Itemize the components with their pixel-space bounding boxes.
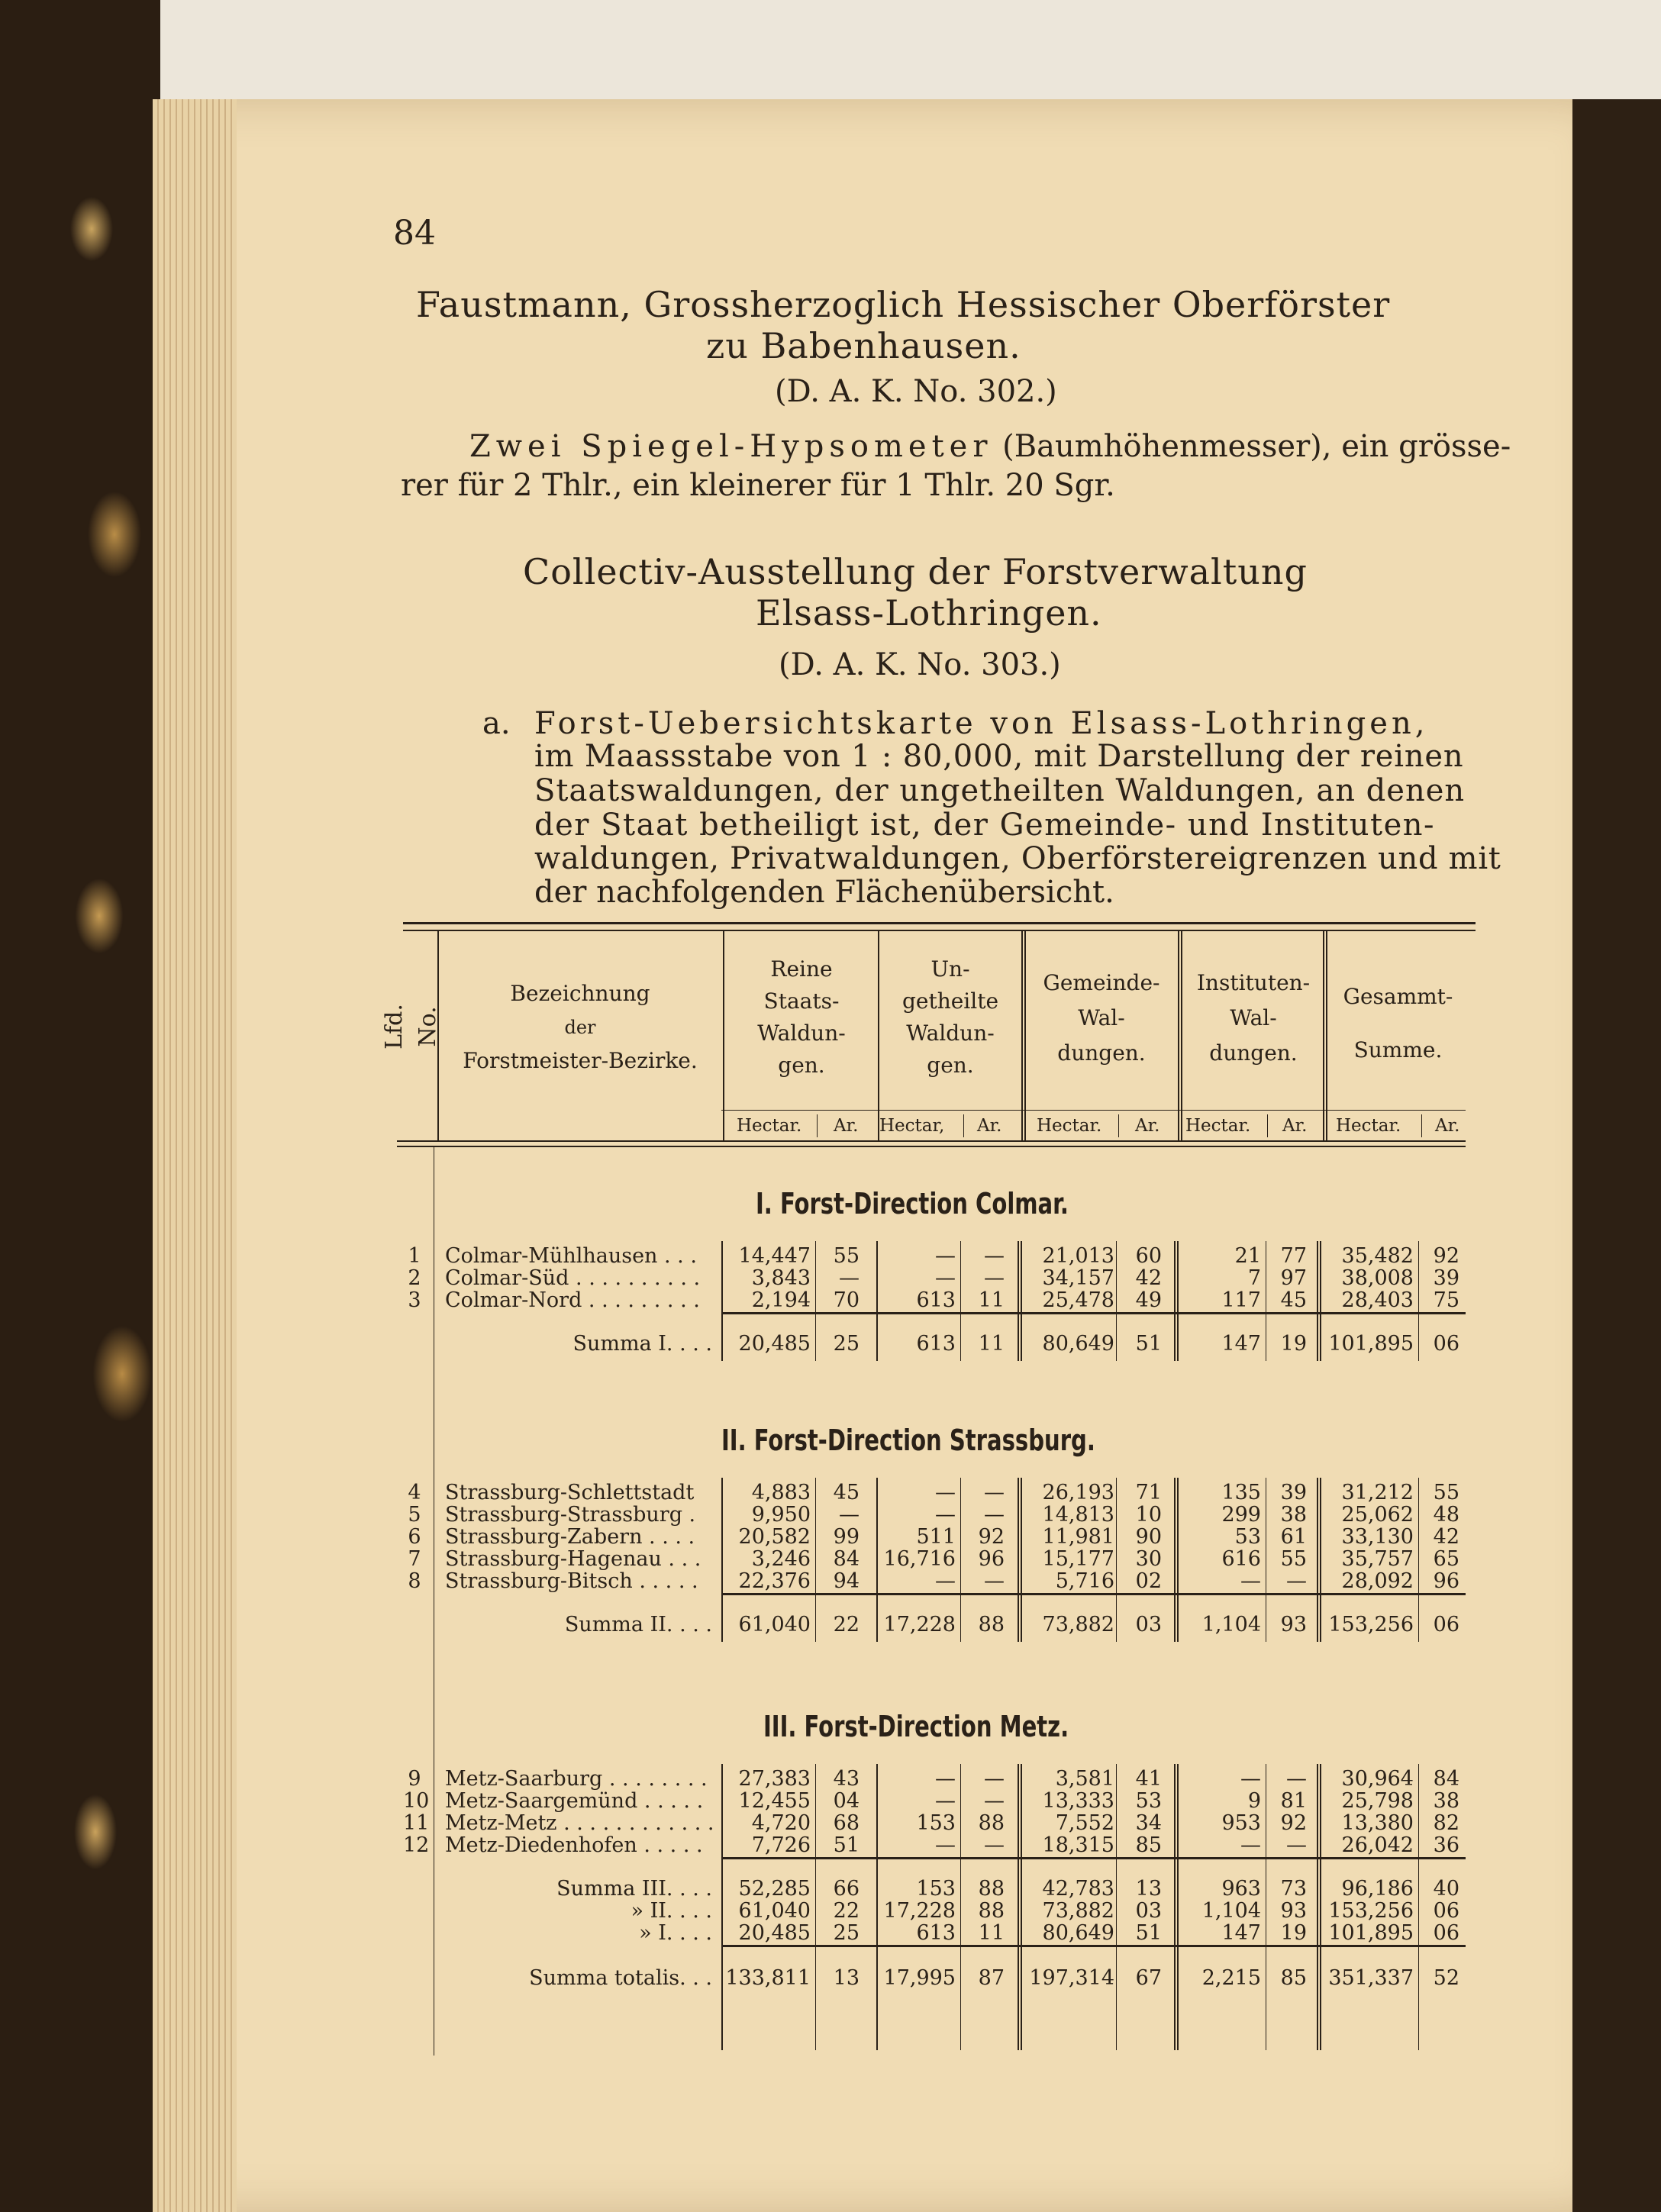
row-bezirk-name: Colmar-Nord . . . . . . . . .	[445, 1288, 700, 1312]
row-bezirk-name: Strassburg-Strassburg .	[445, 1503, 696, 1527]
summa-row-gesammt-ar: 40	[1433, 1877, 1459, 1901]
summa-totalis-label: Summa totalis. . .	[529, 1966, 712, 1990]
row-number: 1	[408, 1244, 421, 1268]
section-title: II. Forst-Direction Strassburg.	[721, 1424, 1095, 1457]
unit-hectar: Hectar,	[879, 1116, 945, 1136]
entry2-catalog: (D. A. K. No. 303.)	[779, 647, 1061, 682]
recap-row-reine-hectar: 61,040	[738, 1899, 811, 1923]
summa-row-reine-ar: 25	[833, 1332, 860, 1356]
table-row-gemeinde-ar: 02	[1135, 1569, 1162, 1593]
page-number: 84	[393, 214, 436, 253]
summa-totalis-row-gesammt-hectar: 351,337	[1328, 1966, 1414, 1990]
table-row-instituten-hectar: 135	[1221, 1481, 1261, 1504]
summa-row-gesammt-hectar: 101,895	[1328, 1332, 1414, 1356]
summa-totalis-row-ungetheilte-hectar: 17,995	[883, 1966, 956, 1990]
unit-hectar: Hectar.	[1336, 1116, 1401, 1136]
summa-totalis-row-gemeinde-hectar: 197,314	[1029, 1966, 1114, 1990]
row-number: 5	[408, 1503, 421, 1527]
table-row-gemeinde-hectar: 25,478	[1042, 1288, 1114, 1312]
table-row-instituten-hectar: 9	[1247, 1789, 1261, 1813]
table-row-gemeinde-ar: 34	[1135, 1811, 1162, 1835]
recap-row-instituten-hectar: 1,104	[1201, 1899, 1261, 1923]
summa-row-reine-ar: 22	[833, 1613, 860, 1636]
recap-row-reine-ar: 25	[833, 1921, 860, 1945]
summa-row-gemeinde-ar: 51	[1135, 1332, 1162, 1356]
scan-background	[0, 0, 1661, 99]
header-gemeinde: Gemeinde-	[1043, 970, 1160, 995]
table-row-gesammt-ar: 92	[1433, 1244, 1459, 1268]
table-row-gesammt-hectar: 35,482	[1341, 1244, 1414, 1268]
entry2-item-line: Staatswaldungen, der ungetheilten Waldungen, an denen	[534, 773, 1466, 808]
table-row-reine-ar: 45	[833, 1481, 860, 1504]
table-row-gesammt-ar: 82	[1433, 1811, 1459, 1835]
recap-label: » II. . . .	[631, 1899, 712, 1923]
table-row-gesammt-hectar: 35,757	[1341, 1547, 1414, 1571]
summa-totalis-row-reine-hectar: 133,811	[725, 1966, 811, 1990]
table-row-reine-hectar: 3,843	[751, 1266, 811, 1290]
summa-row-ungetheilte-ar: 88	[978, 1613, 1005, 1636]
table-row-ungetheilte-ar: —	[984, 1503, 1005, 1527]
table-row-reine-hectar: 27,383	[738, 1767, 811, 1791]
table-row-instituten-ar: 61	[1280, 1525, 1307, 1549]
unit-ar: Ar.	[1282, 1116, 1308, 1136]
unit-hectar: Hectar.	[1185, 1116, 1251, 1136]
table-row-instituten-hectar: 953	[1221, 1811, 1261, 1835]
row-number: 11	[403, 1811, 430, 1835]
row-bezirk-name: Colmar-Süd . . . . . . . . . .	[445, 1266, 701, 1290]
summa-row-gemeinde-hectar: 73,882	[1042, 1613, 1114, 1636]
table-row-ungetheilte-hectar: 511	[916, 1525, 956, 1549]
table-row-gemeinde-ar: 53	[1135, 1789, 1162, 1813]
header-forstmeister: Forstmeister-Bezirke.	[463, 1048, 698, 1073]
summa-row-instituten-hectar: 963	[1221, 1877, 1261, 1901]
table-row-gemeinde-ar: 10	[1135, 1503, 1162, 1527]
summa-row-gesammt-ar: 06	[1433, 1332, 1459, 1356]
table-row-gesammt-ar: 39	[1433, 1266, 1459, 1290]
entry2-item-line: Forst-Uebersichtskarte von Elsass-Lothringen,	[534, 706, 1429, 741]
summa-totalis-row-gemeinde-ar: 67	[1135, 1966, 1162, 1990]
entry1-title-line2: zu Babenhausen.	[706, 325, 1021, 366]
table-row-instituten-hectar: 299	[1221, 1503, 1261, 1527]
entry2-item-marker: a.	[482, 706, 511, 741]
table-row-gemeinde-hectar: 5,716	[1055, 1569, 1114, 1593]
table-row-reine-hectar: 9,950	[751, 1503, 811, 1527]
header-gesammt: Summe.	[1353, 1037, 1443, 1062]
table-row-gemeinde-ar: 60	[1135, 1244, 1162, 1268]
table-row-instituten-hectar: 117	[1221, 1288, 1261, 1312]
table-row-instituten-hectar: 7	[1247, 1266, 1261, 1290]
table-row-gesammt-hectar: 26,042	[1341, 1833, 1414, 1857]
table-row-ungetheilte-hectar: —	[935, 1569, 956, 1593]
summa-row-ungetheilte-hectar: 153	[916, 1877, 956, 1901]
summa-row-reine-hectar: 52,285	[738, 1877, 811, 1901]
table-row-gemeinde-hectar: 18,315	[1042, 1833, 1114, 1857]
row-number: 8	[408, 1569, 421, 1593]
table-row-instituten-hectar: 21	[1234, 1244, 1261, 1268]
header-gemeinde: dungen.	[1057, 1040, 1146, 1066]
table-row-gemeinde-hectar: 34,157	[1042, 1266, 1114, 1290]
table-row-reine-ar: —	[839, 1503, 860, 1527]
summa-totalis-row-instituten-ar: 85	[1280, 1966, 1307, 1990]
summa-row-gemeinde-hectar: 42,783	[1042, 1877, 1114, 1901]
header-reine: gen.	[778, 1053, 825, 1078]
table-row-gesammt-ar: 65	[1433, 1547, 1459, 1571]
table-row-reine-ar: 51	[833, 1833, 860, 1857]
table-row-reine-hectar: 12,455	[738, 1789, 811, 1813]
table-row-instituten-ar: —	[1286, 1833, 1307, 1857]
table-row-instituten-ar: 97	[1280, 1266, 1307, 1290]
unit-ar: Ar.	[977, 1116, 1002, 1136]
row-number: 2	[408, 1266, 421, 1290]
recap-row-gemeinde-hectar: 80,649	[1042, 1921, 1114, 1945]
header-ungetheilte: getheilte	[901, 988, 999, 1014]
table-row-ungetheilte-hectar: —	[935, 1833, 956, 1857]
entry2-item-line: der nachfolgenden Flächenübersicht.	[534, 875, 1114, 910]
summa-row-ungetheilte-ar: 88	[978, 1877, 1005, 1901]
table-row-instituten-ar: 38	[1280, 1503, 1307, 1527]
row-bezirk-name: Strassburg-Hagenau . . .	[445, 1547, 701, 1571]
table-row-ungetheilte-hectar: —	[935, 1503, 956, 1527]
entry2-title-line1: Collectiv-Ausstellung der Forstverwaltung	[523, 551, 1308, 592]
recap-row-ungetheilte-ar: 88	[978, 1899, 1005, 1923]
table-row-gesammt-hectar: 25,062	[1341, 1503, 1414, 1527]
table-row-reine-ar: 99	[833, 1525, 860, 1549]
table-row-ungetheilte-ar: —	[984, 1244, 1005, 1268]
table-row-gemeinde-ar: 90	[1135, 1525, 1162, 1549]
row-number: 7	[408, 1547, 421, 1571]
table-row-gemeinde-hectar: 21,013	[1042, 1244, 1114, 1268]
table-row-instituten-ar: 39	[1280, 1481, 1307, 1504]
recap-row-gesammt-ar: 06	[1433, 1899, 1459, 1923]
summa-row-gesammt-hectar: 153,256	[1328, 1613, 1414, 1636]
unit-ar: Ar.	[1435, 1116, 1460, 1136]
table-row-reine-ar: 84	[833, 1547, 860, 1571]
table-row-ungetheilte-ar: —	[984, 1833, 1005, 1857]
unit-ar: Ar.	[834, 1116, 859, 1136]
header-lfd-no: Lfd. No.	[381, 1004, 441, 1050]
recap-row-gesammt-ar: 06	[1433, 1921, 1459, 1945]
header-ungetheilte: Waldun-	[906, 1021, 995, 1046]
entry2-title-line2: Elsass-Lothringen.	[756, 592, 1102, 634]
table-row-gesammt-ar: 55	[1433, 1481, 1459, 1504]
table-row-gesammt-ar: 42	[1433, 1525, 1459, 1549]
row-number: 9	[408, 1767, 421, 1791]
table-row-reine-ar: 70	[833, 1288, 860, 1312]
summa-row-gemeinde-hectar: 80,649	[1042, 1332, 1114, 1356]
summa-label: Summa I. . . .	[572, 1332, 712, 1356]
recap-row-ungetheilte-hectar: 613	[916, 1921, 956, 1945]
table-row-gemeinde-ar: 42	[1135, 1266, 1162, 1290]
summa-row-gemeinde-ar: 13	[1135, 1877, 1162, 1901]
table-row-gemeinde-hectar: 26,193	[1042, 1481, 1114, 1504]
table-row-gemeinde-ar: 49	[1135, 1288, 1162, 1312]
summa-row-reine-hectar: 61,040	[738, 1613, 811, 1636]
summa-row-instituten-hectar: 1,104	[1201, 1613, 1261, 1636]
table-row-gemeinde-hectar: 13,333	[1042, 1789, 1114, 1813]
row-number: 4	[408, 1481, 421, 1504]
entry2-item-line: im Maassstabe von 1 : 80,000, mit Darstellung der reinen	[534, 739, 1464, 774]
table-row-ungetheilte-ar: —	[984, 1767, 1005, 1791]
summa-row-instituten-hectar: 147	[1221, 1332, 1261, 1356]
table-row-ungetheilte-hectar: —	[935, 1789, 956, 1813]
table-row-ungetheilte-hectar: —	[935, 1767, 956, 1791]
recap-row-reine-hectar: 20,485	[738, 1921, 811, 1945]
table-row-reine-ar: 43	[833, 1767, 860, 1791]
summa-row-instituten-ar: 73	[1280, 1877, 1307, 1901]
table-row-ungetheilte-ar: —	[984, 1789, 1005, 1813]
summa-totalis-row-gesammt-ar: 52	[1433, 1966, 1459, 1990]
table-row-reine-ar: 55	[833, 1244, 860, 1268]
table-row-ungetheilte-ar: 92	[978, 1525, 1005, 1549]
summa-totalis-row-reine-ar: 13	[833, 1966, 860, 1990]
table-row-gemeinde-hectar: 3,581	[1055, 1767, 1114, 1791]
page-edges	[153, 99, 237, 2212]
table-row-gemeinde-ar: 41	[1135, 1767, 1162, 1791]
row-bezirk-name: Metz-Saarburg . . . . . . . .	[445, 1767, 708, 1791]
row-bezirk-name: Colmar-Mühlhausen . . .	[445, 1244, 697, 1268]
header-instituten: Wal-	[1230, 1005, 1277, 1030]
row-bezirk-name: Strassburg-Zabern . . . .	[445, 1525, 695, 1549]
recap-row-gemeinde-hectar: 73,882	[1042, 1899, 1114, 1923]
table-row-gesammt-ar: 38	[1433, 1789, 1459, 1813]
header-ungetheilte: Un-	[930, 956, 970, 982]
summa-label: Summa III. . . .	[556, 1877, 712, 1901]
table-row-gemeinde-ar: 30	[1135, 1547, 1162, 1571]
table-row-reine-ar: 94	[833, 1569, 860, 1593]
unit-hectar: Hectar.	[1037, 1116, 1102, 1136]
row-number: 10	[403, 1789, 430, 1813]
table-row-instituten-ar: —	[1286, 1569, 1307, 1593]
table-row-gesammt-hectar: 25,798	[1341, 1789, 1414, 1813]
recap-row-gesammt-hectar: 153,256	[1328, 1899, 1414, 1923]
table-row-reine-hectar: 2,194	[751, 1288, 811, 1312]
table-row-instituten-hectar: —	[1240, 1569, 1261, 1593]
entry1-catalog: (D. A. K. No. 302.)	[775, 374, 1057, 409]
table-row-gesammt-ar: 96	[1433, 1569, 1459, 1593]
recap-row-gemeinde-ar: 03	[1135, 1899, 1162, 1923]
table-row-reine-ar: —	[839, 1266, 860, 1290]
table-row-gesammt-hectar: 30,964	[1341, 1767, 1414, 1791]
table-row-gesammt-hectar: 33,130	[1341, 1525, 1414, 1549]
summa-row-instituten-ar: 19	[1280, 1332, 1307, 1356]
table-row-instituten-hectar: 616	[1221, 1547, 1261, 1571]
table-row-ungetheilte-hectar: 613	[916, 1288, 956, 1312]
entry2-item-line: waldungen, Privatwaldungen, Oberförstereigrenzen und mit	[534, 841, 1501, 876]
table-row-ungetheilte-ar: —	[984, 1481, 1005, 1504]
facing-page-edge	[1572, 99, 1661, 2212]
table-row-instituten-ar: —	[1286, 1767, 1307, 1791]
header-bezeichnung: Bezeichnung	[510, 981, 650, 1006]
table-row-ungetheilte-ar: —	[984, 1569, 1005, 1593]
recap-row-instituten-ar: 19	[1280, 1921, 1307, 1945]
table-row-instituten-ar: 92	[1280, 1811, 1307, 1835]
summa-totalis-row-ungetheilte-ar: 87	[978, 1966, 1005, 1990]
row-bezirk-name: Strassburg-Schlettstadt	[445, 1481, 695, 1504]
summa-row-ungetheilte-hectar: 613	[916, 1332, 956, 1356]
summa-label: Summa II. . . .	[564, 1613, 712, 1636]
table-row-gemeinde-hectar: 11,981	[1042, 1525, 1114, 1549]
header-gemeinde: Wal-	[1078, 1005, 1125, 1030]
header-der: der	[564, 1017, 596, 1038]
table-row-ungetheilte-hectar: —	[935, 1266, 956, 1290]
recap-label: » I. . . .	[639, 1921, 712, 1945]
summa-row-reine-hectar: 20,485	[738, 1332, 811, 1356]
header-instituten: Instituten-	[1196, 970, 1311, 995]
recap-row-instituten-hectar: 147	[1221, 1921, 1261, 1945]
header-ungetheilte: gen.	[927, 1053, 974, 1078]
table-row-reine-hectar: 14,447	[738, 1244, 811, 1268]
row-bezirk-name: Metz-Saargemünd . . . . .	[445, 1789, 704, 1813]
unit-ar: Ar.	[1135, 1116, 1160, 1136]
unit-hectar: Hectar.	[737, 1116, 802, 1136]
header-gesammt: Gesammt-	[1343, 984, 1453, 1009]
table-row-reine-hectar: 7,726	[751, 1833, 811, 1857]
entry1-desc-rest: (Baumhöhenmesser), ein grösse-	[1002, 429, 1511, 464]
table-row-gemeinde-hectar: 15,177	[1042, 1547, 1114, 1571]
row-number: 6	[408, 1525, 421, 1549]
table-row-reine-hectar: 4,720	[751, 1811, 811, 1835]
table-row-gesammt-ar: 84	[1433, 1767, 1459, 1791]
table-row-instituten-hectar: —	[1240, 1767, 1261, 1791]
table-row-reine-hectar: 3,246	[751, 1547, 811, 1571]
recap-row-gesammt-hectar: 101,895	[1328, 1921, 1414, 1945]
row-bezirk-name: Metz-Metz . . . . . . . . . . . .	[445, 1811, 714, 1835]
recap-row-reine-ar: 22	[833, 1899, 860, 1923]
table-row-reine-ar: 04	[833, 1789, 860, 1813]
summa-row-instituten-ar: 93	[1280, 1613, 1307, 1636]
row-number: 3	[408, 1288, 421, 1312]
row-number: 12	[403, 1833, 430, 1857]
summa-row-gemeinde-ar: 03	[1135, 1613, 1162, 1636]
table-row-instituten-hectar: —	[1240, 1833, 1261, 1857]
table-row-instituten-ar: 55	[1280, 1547, 1307, 1571]
table-row-reine-hectar: 4,883	[751, 1481, 811, 1504]
table-row-gesammt-ar: 75	[1433, 1288, 1459, 1312]
table-row-gesammt-hectar: 38,008	[1341, 1266, 1414, 1290]
table-row-instituten-ar: 45	[1280, 1288, 1307, 1312]
row-bezirk-name: Strassburg-Bitsch . . . . .	[445, 1569, 698, 1593]
table-row-gemeinde-ar: 85	[1135, 1833, 1162, 1857]
table-row-ungetheilte-ar: —	[984, 1266, 1005, 1290]
recap-row-ungetheilte-ar: 11	[978, 1921, 1005, 1945]
table-row-gemeinde-hectar: 7,552	[1055, 1811, 1114, 1835]
section-title: I. Forst-Direction Colmar.	[756, 1187, 1069, 1220]
table-row-instituten-hectar: 53	[1234, 1525, 1261, 1549]
table-row-ungetheilte-ar: 96	[978, 1547, 1005, 1571]
entry1-title-line1: Faustmann, Grossherzoglich Hessischer Oberförster	[416, 284, 1391, 325]
entry2-item-line: der Staat betheiligt ist, der Gemeinde- und Instituten-	[534, 808, 1436, 843]
entry1-desc-line2: rer für 2 Thlr., ein kleinerer für 1 Thlr. 20 Sgr.	[401, 468, 1115, 503]
entry1-desc-spaced: Zwei Spiegel-Hypsometer	[469, 429, 993, 464]
table-row-gemeinde-ar: 71	[1135, 1481, 1162, 1504]
row-bezirk-name: Metz-Diedenhofen . . . . .	[445, 1833, 703, 1857]
table-row-gesammt-ar: 48	[1433, 1503, 1459, 1527]
table-row-ungetheilte-hectar: 16,716	[883, 1547, 956, 1571]
header-reine: Staats-	[763, 988, 840, 1014]
summa-row-ungetheilte-hectar: 17,228	[883, 1613, 956, 1636]
table-row-ungetheilte-hectar: —	[935, 1481, 956, 1504]
table-row-reine-hectar: 20,582	[738, 1525, 811, 1549]
recap-row-gemeinde-ar: 51	[1135, 1921, 1162, 1945]
table-row-ungetheilte-ar: 11	[978, 1288, 1005, 1312]
table-row-instituten-ar: 77	[1280, 1244, 1307, 1268]
table-row-gemeinde-hectar: 14,813	[1042, 1503, 1114, 1527]
table-row-reine-hectar: 22,376	[738, 1569, 811, 1593]
table-row-instituten-ar: 81	[1280, 1789, 1307, 1813]
header-instituten: dungen.	[1209, 1040, 1298, 1066]
table-row-gesammt-ar: 36	[1433, 1833, 1459, 1857]
table-row-reine-ar: 68	[833, 1811, 860, 1835]
table-row-gesammt-hectar: 13,380	[1341, 1811, 1414, 1835]
summa-row-ungetheilte-ar: 11	[978, 1332, 1005, 1356]
section-title: III. Forst-Direction Metz.	[763, 1710, 1069, 1743]
summa-totalis-row-instituten-hectar: 2,215	[1201, 1966, 1261, 1990]
table-row-ungetheilte-hectar: —	[935, 1244, 956, 1268]
summa-row-gesammt-hectar: 96,186	[1341, 1877, 1414, 1901]
marbled-cover	[0, 0, 160, 2212]
table-row-gesammt-hectar: 31,212	[1341, 1481, 1414, 1504]
summa-row-gesammt-ar: 06	[1433, 1613, 1459, 1636]
table-row-ungetheilte-ar: 88	[978, 1811, 1005, 1835]
header-reine: Reine	[770, 956, 833, 982]
table-row-ungetheilte-hectar: 153	[916, 1811, 956, 1835]
recap-row-ungetheilte-hectar: 17,228	[883, 1899, 956, 1923]
recap-row-instituten-ar: 93	[1280, 1899, 1307, 1923]
header-reine: Waldun-	[757, 1021, 846, 1046]
table-row-gesammt-hectar: 28,403	[1341, 1288, 1414, 1312]
summa-row-reine-ar: 66	[833, 1877, 860, 1901]
table-row-gesammt-hectar: 28,092	[1341, 1569, 1414, 1593]
